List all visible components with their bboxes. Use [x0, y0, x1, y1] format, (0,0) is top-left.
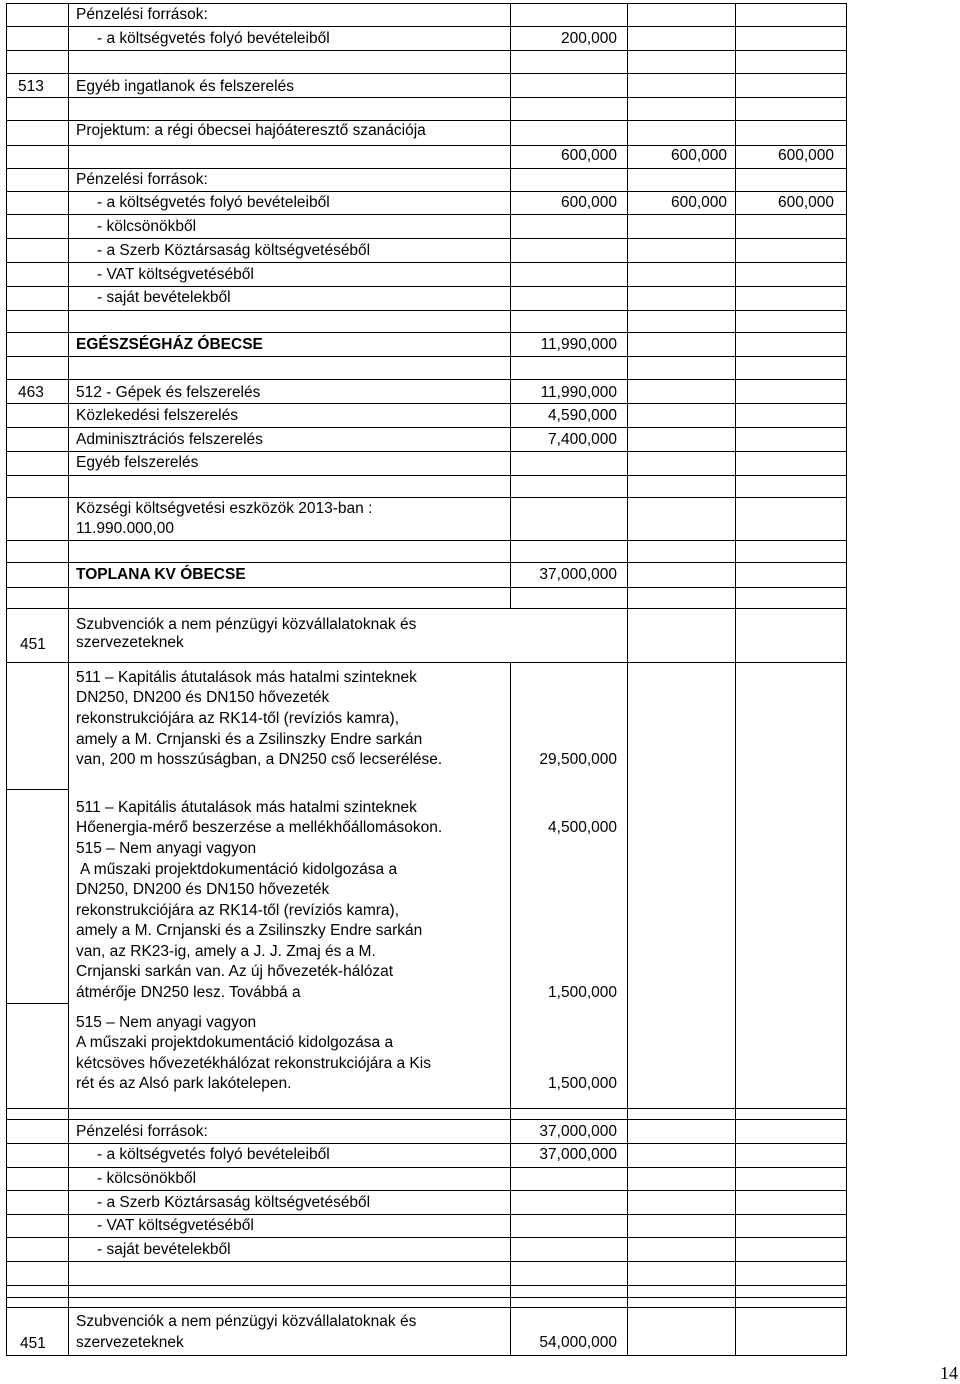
- label-515-b3: kétcsöves hővezetékhálózat rekonstrukciójára a Kis: [76, 1055, 431, 1072]
- table-rule: [627, 3, 628, 1355]
- table-rule: [6, 1003, 69, 1004]
- label-511-a2: DN250, DN200 és DN150 hővezeték: [76, 689, 330, 706]
- label-adminisztracios: Adminisztrációs felszerelés: [76, 431, 263, 448]
- table-rule: [6, 1119, 847, 1120]
- table-rule: [6, 1307, 847, 1308]
- label-511-a3: rekonstrukciójára az RK14-től (revíziós kamra),: [76, 710, 400, 727]
- label-511-a5: van, 200 m hosszúságban, a DN250 cső lecserélése.: [76, 751, 443, 768]
- label-515-a3: DN250, DN200 és DN150 hővezeték: [76, 881, 330, 898]
- label-szubvenciok-2a: Szubvenciók a nem pénzügyi közvállalatoknak és: [76, 1313, 417, 1330]
- table-rule: [6, 1285, 847, 1286]
- table-rule: [735, 3, 736, 1355]
- label-515-a4: rekonstrukciójára az RK14-től (revíziós kamra),: [76, 902, 400, 919]
- label-sajat-3: - saját bevételekből: [97, 1241, 231, 1258]
- amount-koltsegvetes-2-c3: 600,000: [777, 194, 834, 211]
- table-rule: [6, 356, 847, 357]
- label-515-b4: rét és az Alsó park lakótelepen.: [76, 1075, 292, 1092]
- amount-kozlekedesi: 4,590,000: [548, 407, 617, 424]
- table-rule: [6, 3, 847, 4]
- table-rule: [6, 662, 847, 663]
- label-szerb-3: - a Szerb Köztársaság költségvetéséből: [97, 1194, 371, 1211]
- table-rule: [6, 73, 847, 74]
- label-511-a4: amely a M. Crnjanski és a Zsilinszky Endre sarkán: [76, 731, 423, 748]
- amount-projektum-c2: 600,000: [670, 147, 727, 164]
- amount-penzelesi-3: 37,000,000: [539, 1123, 617, 1140]
- label-egyeb-felszereles: Egyéb felszerelés: [76, 454, 199, 471]
- table-rule: [6, 168, 847, 169]
- table-rule: [6, 1190, 847, 1191]
- label-vat-3: - VAT költségvetéséből: [97, 1217, 254, 1234]
- amount-egeszseghaz: 11,990,000: [540, 336, 617, 353]
- heading-toplana: TOPLANA KV ÓBECSE: [76, 566, 246, 583]
- table-rule: [6, 1214, 847, 1215]
- table-rule: [6, 191, 847, 192]
- label-sajat-1: - saját bevételekből: [97, 289, 231, 306]
- amount-gepek: 11,990,000: [540, 384, 617, 401]
- table-rule: [6, 1297, 847, 1298]
- code-513: 513: [18, 78, 44, 95]
- label-koltsegvetes-2: - a költségvetés folyó bevételeiből: [97, 194, 330, 211]
- label-511-b2: Hőenergia-mérő beszerzése a mellékhőállomásokon.: [76, 819, 443, 836]
- label-vat-1: - VAT költségvetéséből: [97, 266, 254, 283]
- table-rule: [6, 120, 847, 121]
- table-rule: [6, 540, 847, 541]
- table-rule: [6, 286, 847, 287]
- amount-koltsegvetes-2-c1: 600,000: [560, 194, 617, 211]
- table-rule: [510, 3, 511, 608]
- label-szubvenciok-1a: Szubvenciók a nem pénzügyi közvállalatoknak és: [76, 616, 417, 633]
- amount-koltsegvetes-2-c2: 600,000: [670, 194, 727, 211]
- label-szubvenciok-1b: szervezeteknek: [76, 634, 184, 651]
- label-515-a1: 515 – Nem anyagi vagyon: [76, 840, 257, 857]
- table-rule: [6, 97, 847, 98]
- label-gepek: 512 - Gépek és felszerelés: [76, 384, 261, 401]
- label-penzelesi-2: Pénzelési források:: [76, 171, 208, 188]
- label-penzelesi-1: Pénzelési források:: [76, 6, 208, 23]
- table-rule: [6, 1261, 847, 1262]
- label-515-b2: A műszaki projektdokumentáció kidolgozása a: [76, 1034, 394, 1051]
- table-rule: [6, 26, 847, 27]
- code-463: 463: [18, 384, 44, 401]
- table-rule: [6, 310, 847, 311]
- label-515-a6: van, az RK23-ig, amely a J. J. Zmaj és a M.: [76, 943, 376, 960]
- label-penzelesi-3: Pénzelési források:: [76, 1123, 208, 1140]
- amount-projektum-c1: 600,000: [560, 147, 617, 164]
- label-515-a7: Crnjanski sarkán van. Az új hővezeték-hálózat: [76, 963, 394, 980]
- table-rule: [6, 789, 69, 790]
- table-rule: [6, 451, 847, 452]
- amount-koltsegvetes-3: 37,000,000: [539, 1146, 617, 1163]
- label-515-b1: 515 – Nem anyagi vagyon: [76, 1014, 257, 1031]
- amount-szubvenciok-2: 54,000,000: [539, 1334, 617, 1351]
- label-projektum: Projektum: a régi óbecsei hajóáteresztő szanációja: [76, 122, 426, 139]
- table-rule: [68, 3, 69, 1355]
- amount-511-a: 29,500,000: [539, 751, 617, 768]
- table-rule: [6, 1237, 847, 1238]
- label-515-a2: A műszaki projektdokumentáció kidolgozása a: [80, 861, 398, 878]
- table-rule: [6, 1108, 847, 1109]
- table-rule: [6, 587, 847, 588]
- table-rule: [6, 145, 847, 146]
- label-kozsegi-1: Községi költségvetési eszközök 2013-ban :: [76, 500, 373, 517]
- label-kozsegi-2: 11.990.000,00: [76, 520, 174, 537]
- label-kolcsonokbol-3: - kölcsönökből: [97, 1170, 197, 1187]
- label-koltsegvetes-3: - a költségvetés folyó bevételeiből: [97, 1146, 330, 1163]
- amount-515-a: 1,500,000: [548, 984, 617, 1001]
- label-szerb-1: - a Szerb Köztársaság költségvetéséből: [97, 242, 371, 259]
- amount-515-b: 1,500,000: [548, 1075, 617, 1092]
- table-rule: [6, 1355, 847, 1356]
- table-rule: [6, 238, 847, 239]
- table-rule: [6, 497, 847, 498]
- label-egyeb-ingatlanok: Egyéb ingatlanok és felszerelés: [76, 78, 294, 95]
- label-szubvenciok-2b: szervezeteknek: [76, 1334, 184, 1351]
- table-rule: [6, 1167, 847, 1168]
- code-451-2: 451: [20, 1335, 46, 1352]
- amount-projektum-c3: 600,000: [777, 147, 834, 164]
- table-rule: [6, 427, 847, 428]
- amount-koltsegvetes-1: 200,000: [560, 30, 617, 47]
- label-511-a1: 511 – Kapitális átutalások más hatalmi szinteknek: [76, 669, 417, 686]
- table-rule: [6, 3, 7, 1355]
- amount-511-b: 4,500,000: [548, 819, 617, 836]
- table-rule: [6, 475, 847, 476]
- label-515-a8: átmérője DN250 lesz. Továbbá a: [76, 984, 301, 1001]
- amount-adminisztracios: 7,400,000: [548, 431, 617, 448]
- label-kolcsonokbol-1: - kölcsönökből: [97, 218, 197, 235]
- label-511-b1: 511 – Kapitális átutalások más hatalmi szinteknek: [76, 799, 417, 816]
- table-rule: [6, 403, 847, 404]
- table-rule: [6, 332, 847, 333]
- table-rule: [6, 50, 847, 51]
- amount-toplana: 37,000,000: [539, 566, 617, 583]
- heading-egeszseghaz: EGÉSZSÉGHÁZ ÓBECSE: [76, 336, 263, 353]
- table-rule: [846, 3, 847, 1355]
- table-rule: [6, 562, 847, 563]
- table-rule: [6, 379, 847, 380]
- table-rule: [6, 262, 847, 263]
- label-515-a5: amely a M. Crnjanski és a Zsilinszky Endre sarkán: [76, 922, 423, 939]
- table-rule: [6, 1143, 847, 1144]
- page-number: 14: [940, 1363, 958, 1383]
- label-koltsegvetes-1: - a költségvetés folyó bevételeiből: [97, 30, 330, 47]
- table-rule: [510, 662, 511, 1355]
- table-rule: [6, 214, 847, 215]
- table-rule: [6, 608, 847, 609]
- code-451-1: 451: [20, 636, 46, 653]
- label-kozlekedesi: Közlekedési felszerelés: [76, 407, 238, 424]
